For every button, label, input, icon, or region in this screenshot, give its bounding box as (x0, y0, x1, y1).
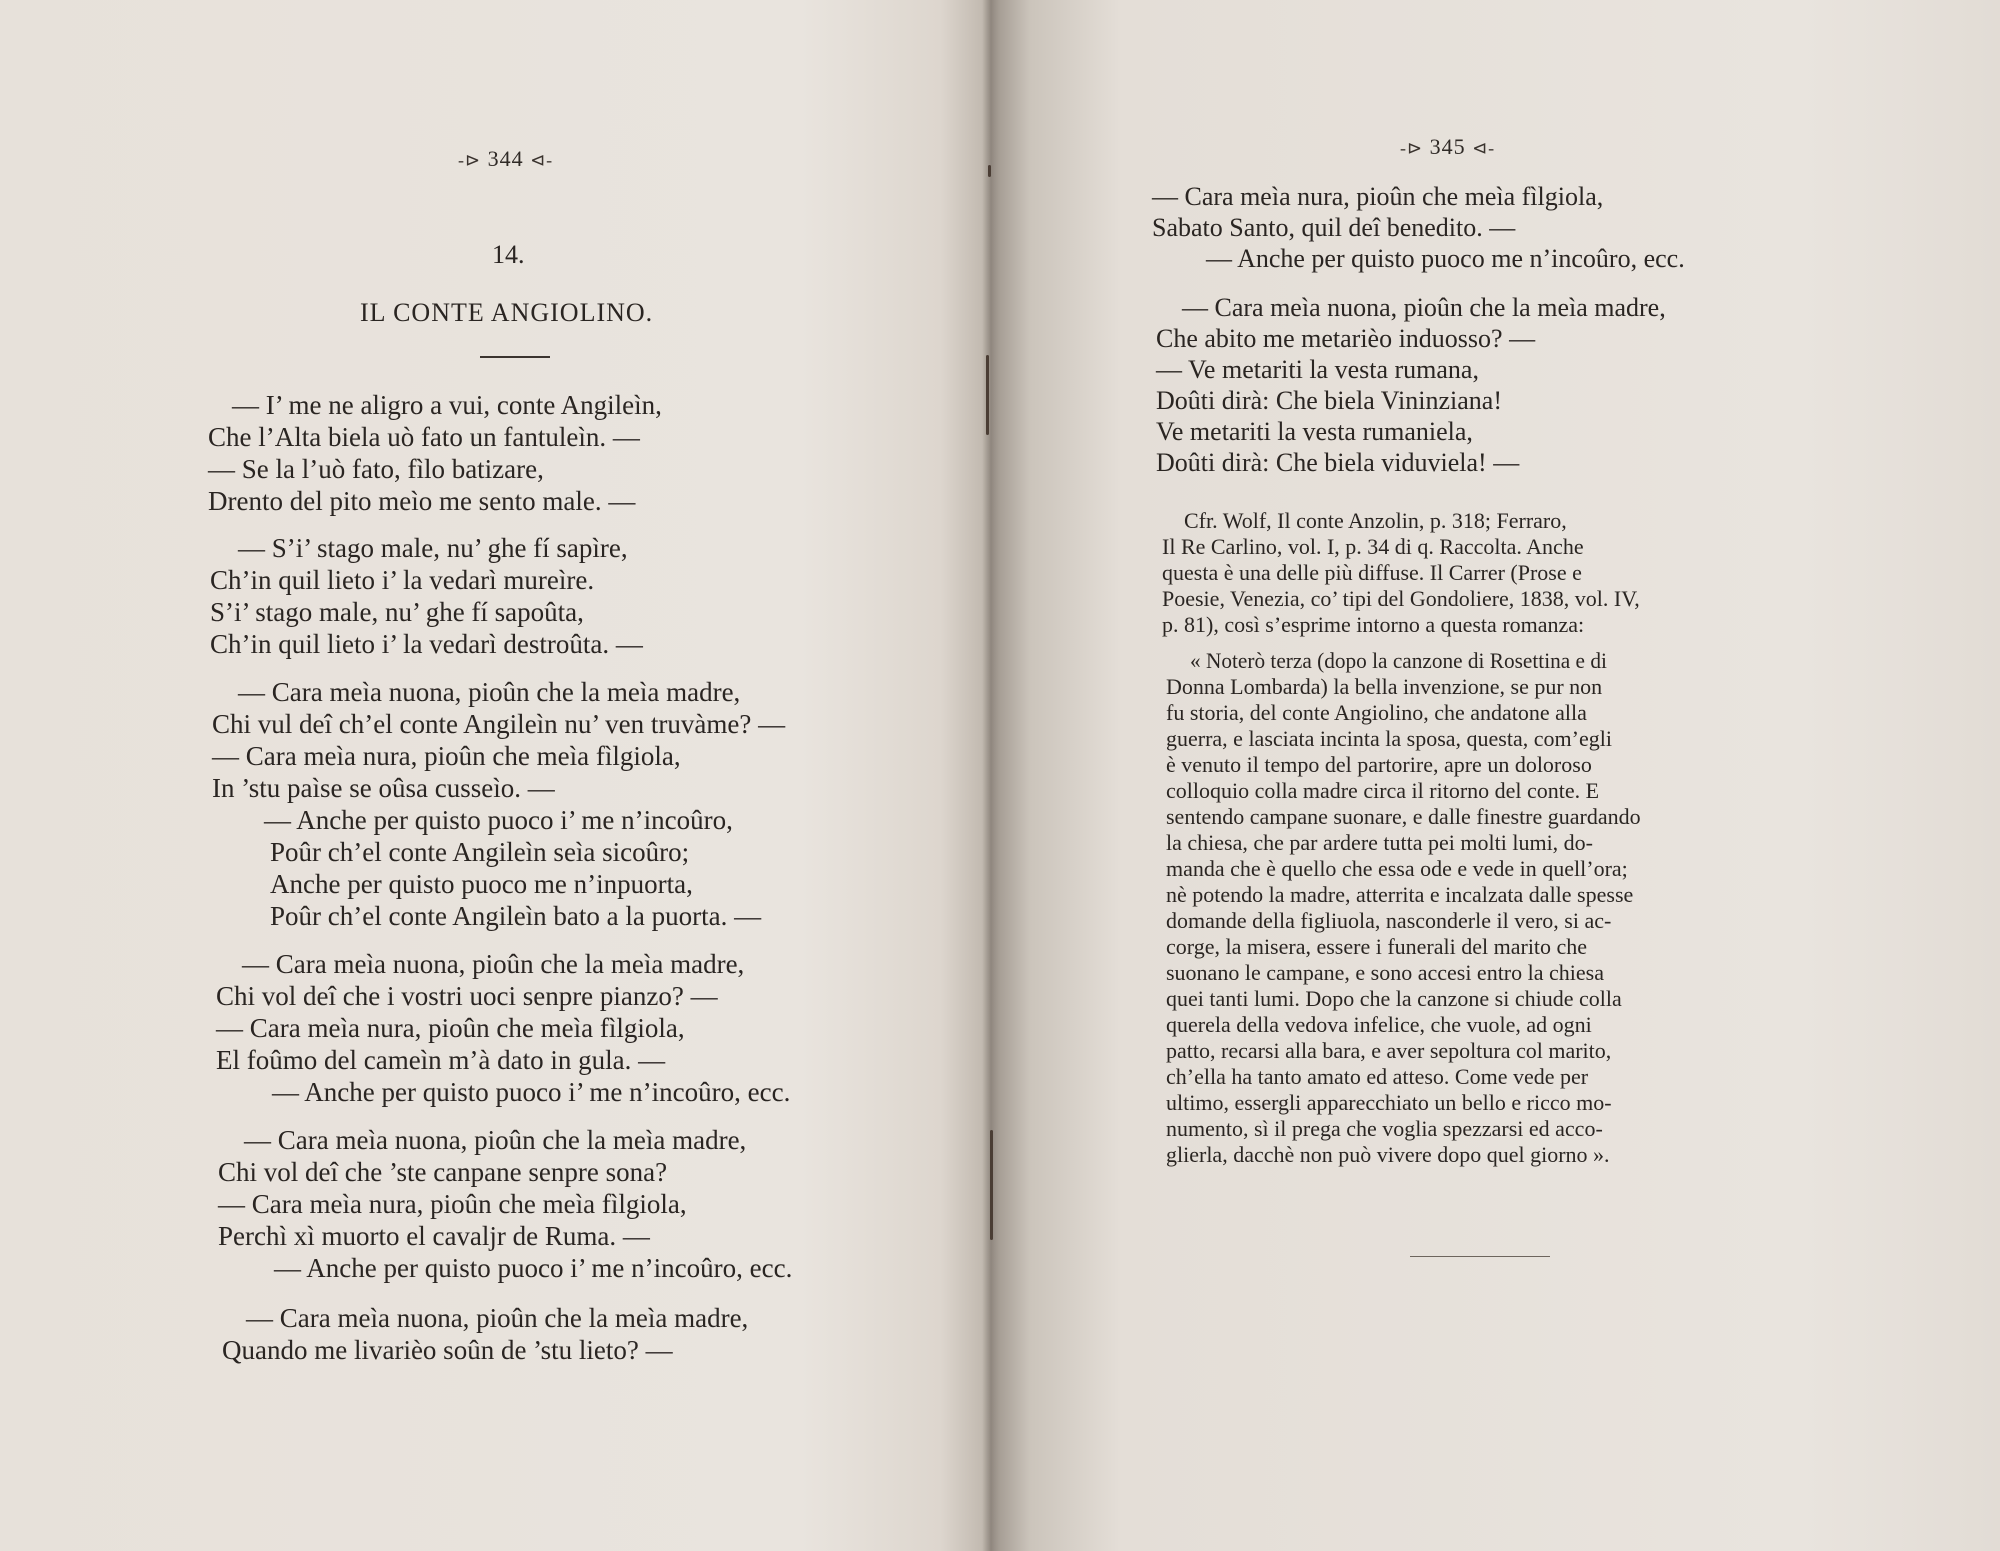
binding-stitch (988, 165, 991, 177)
note-line: glierla, dacchè non può vivere dopo quel giorno ». (1166, 1142, 1610, 1167)
note-line: numento, sì il prega che voglia spezzarsi ed acco- (1166, 1116, 1603, 1141)
ornament-right-icon: ⊲- (1472, 138, 1496, 158)
ornament-left-icon: -⊳ (458, 150, 482, 170)
note-line: sentendo campane suonare, e dalle finestre guardando (1166, 804, 1641, 829)
note-line: suonano le campane, e sono accesi entro la chiesa (1166, 960, 1604, 985)
verse-line: Sabato Santo, quil deî benedito. — (1152, 213, 1516, 242)
verse-line: — Cara meìa nuona, pioûn che la meìa madre, (244, 1125, 747, 1155)
verse-line: Doûti dirà: Che biela Vininziana! (1156, 386, 1502, 415)
note-line: p. 81), così s’esprime intorno a questa romanza: (1162, 612, 1585, 637)
note-line: è venuto il tempo del partorire, apre un doloroso (1166, 752, 1592, 777)
note-line: questa è una delle più diffuse. Il Carrer (Prose e (1162, 560, 1582, 585)
verse-line: — Cara meìa nuona, pioûn che la meìa madre, (238, 677, 741, 707)
book-spine (982, 0, 1000, 1551)
note-line: Poesie, Venezia, co’ tipi del Gondoliere, 1838, vol. IV, (1162, 586, 1640, 611)
note-line: nè potendo la madre, atterrita e incalzata dalle spesse (1166, 882, 1634, 907)
verse-line: — Anche per quisto puoco i’ me n’incoûro, ecc. (274, 1253, 793, 1283)
verse-line: — I’ me ne aligro a vui, conte Angileìn, (232, 390, 662, 420)
ornament-left-icon: -⊳ (1400, 138, 1424, 158)
ornament-right-icon: ⊲- (530, 150, 554, 170)
note-line: colloquio colla madre circa il ritorno del conte. E (1166, 778, 1600, 803)
verse-line: — Anche per quisto puoco me n’incoûro, ecc. (1206, 244, 1685, 273)
page-number: -⊳ 345 ⊲- (1400, 134, 1496, 159)
verse-line: Doûti dirà: Che biela viduviela! — (1156, 448, 1520, 477)
verse-line: Anche per quisto puoco me n’inpuorta, (270, 869, 693, 899)
note-line: Il Re Carlino, vol. I, p. 34 di q. Raccolta. Anche (1162, 534, 1584, 559)
note-line: quei tanti lumi. Dopo che la canzone si chiude colla (1166, 986, 1622, 1011)
verse-line: — Cara meìa nura, pioûn che meìa fìlgiola, (212, 741, 681, 771)
note-line: manda che è quello che essa ode e vede in quell’ora; (1166, 856, 1628, 881)
note-line: Cfr. Wolf, Il conte Anzolin, p. 318; Ferraro, (1184, 508, 1567, 533)
note-line: ultimo, essergli apparecchiato un bello e ricco mo- (1166, 1090, 1612, 1115)
note-line: patto, recarsi alla bara, e aver sepoltura col marito, (1166, 1038, 1612, 1063)
verse-line: — Cara meìa nuona, pioûn che la meìa madre, (246, 1303, 749, 1333)
binding-stitch (990, 1130, 993, 1240)
verse-line: Chi vol deî che i vostri uoci senpre pianzo? — (216, 981, 718, 1011)
note-line: fu storia, del conte Angiolino, che andatone alla (1166, 700, 1587, 725)
verse-line: Poûr ch’el conte Angileìn bato a la puorta. — (270, 901, 762, 931)
verse-line: — Anche per quisto puoco i’ me n’incoûro, ecc. (272, 1077, 791, 1107)
verse-line: — S’i’ stago male, nu’ ghe fí sapìre, (238, 533, 628, 563)
verse-line: — Cara meìa nuona, pioûn che la meìa madre, (242, 949, 745, 979)
closing-rule (1410, 1256, 1550, 1257)
right-page (1150, 0, 1790, 1551)
verse-line: Quando me livarièo soûn de ’stu lieto? — (222, 1335, 673, 1365)
left-page (200, 0, 840, 1551)
note-line: « Noterò terza (dopo la canzone di Rosettina e di (1190, 648, 1607, 673)
verse-line: — Ve metariti la vesta rumana, (1156, 355, 1479, 384)
verse-line: — Se la l’uò fato, fìlo batizare, (208, 454, 544, 484)
title-rule (480, 356, 550, 358)
verse-line: Che l’Alta biela uò fato un fantuleìn. — (208, 422, 640, 452)
verse-line: S’i’ stago male, nu’ ghe fí sapoûta, (210, 597, 584, 627)
poem-title: IL CONTE ANGIOLINO. (360, 298, 654, 327)
verse-line: Chi vul deî ch’el conte Angileìn nu’ ven truvàme? — (212, 709, 786, 739)
note-line: Donna Lombarda) la bella invenzione, se pur non (1166, 674, 1603, 699)
verse-line: El foûmo del cameìn m’à dato in gula. — (216, 1045, 666, 1075)
verse-line: — Cara meìa nura, pioûn che meìa fìlgiola, (218, 1189, 687, 1219)
note-line: la chiesa, che par ardere tutta pei molti lumi, do- (1166, 830, 1594, 855)
verse-line: Ch’in quil lieto i’ la vedarì destroûta. — (210, 629, 643, 659)
note-line: guerra, e lasciata incinta la sposa, questa, com’egli (1166, 726, 1612, 751)
verse-line: Chi vol deî che ’ste canpane senpre sona? (218, 1157, 668, 1187)
verse-line: Ve metariti la vesta rumaniela, (1156, 417, 1473, 446)
verse-line: — Cara meìa nuona, pioûn che la meìa madre, (1182, 293, 1666, 322)
verse-line: — Anche per quisto puoco i’ me n’incoûro, (264, 805, 733, 835)
verse-line: — Cara meìa nura, pioûn che meìa fìlgiola, (216, 1013, 685, 1043)
verse-line: Ch’in quil lieto i’ la vedarì mureìre. (210, 565, 595, 595)
page-number: -⊳ 344 ⊲- (458, 146, 554, 171)
verse-line: Perchì xì muorto el cavaljr de Ruma. — (218, 1221, 650, 1251)
verse-line: Poûr ch’el conte Angileìn seìa sicoûro; (270, 837, 690, 867)
binding-stitch (986, 355, 989, 435)
section-number: 14. (492, 240, 525, 269)
note-line: corge, la misera, essere i funerali del marito che (1166, 934, 1588, 959)
note-line: querela della vedova infelice, che vuole, ad ogni (1166, 1012, 1592, 1037)
verse-line: Che abito me metarièo induosso? — (1156, 324, 1536, 353)
verse-line: — Cara meìa nura, pioûn che meìa fìlgiola, (1152, 182, 1604, 211)
note-line: domande della figliuola, nasconderle il vero, si ac- (1166, 908, 1612, 933)
note-line: ch’ella ha tanto amato ed atteso. Come vede per (1166, 1064, 1589, 1089)
verse-line: Drento del pito meìo me sento male. — (208, 486, 636, 516)
verse-line: In ’stu paìse se oûsa cusseìo. — (212, 773, 555, 803)
